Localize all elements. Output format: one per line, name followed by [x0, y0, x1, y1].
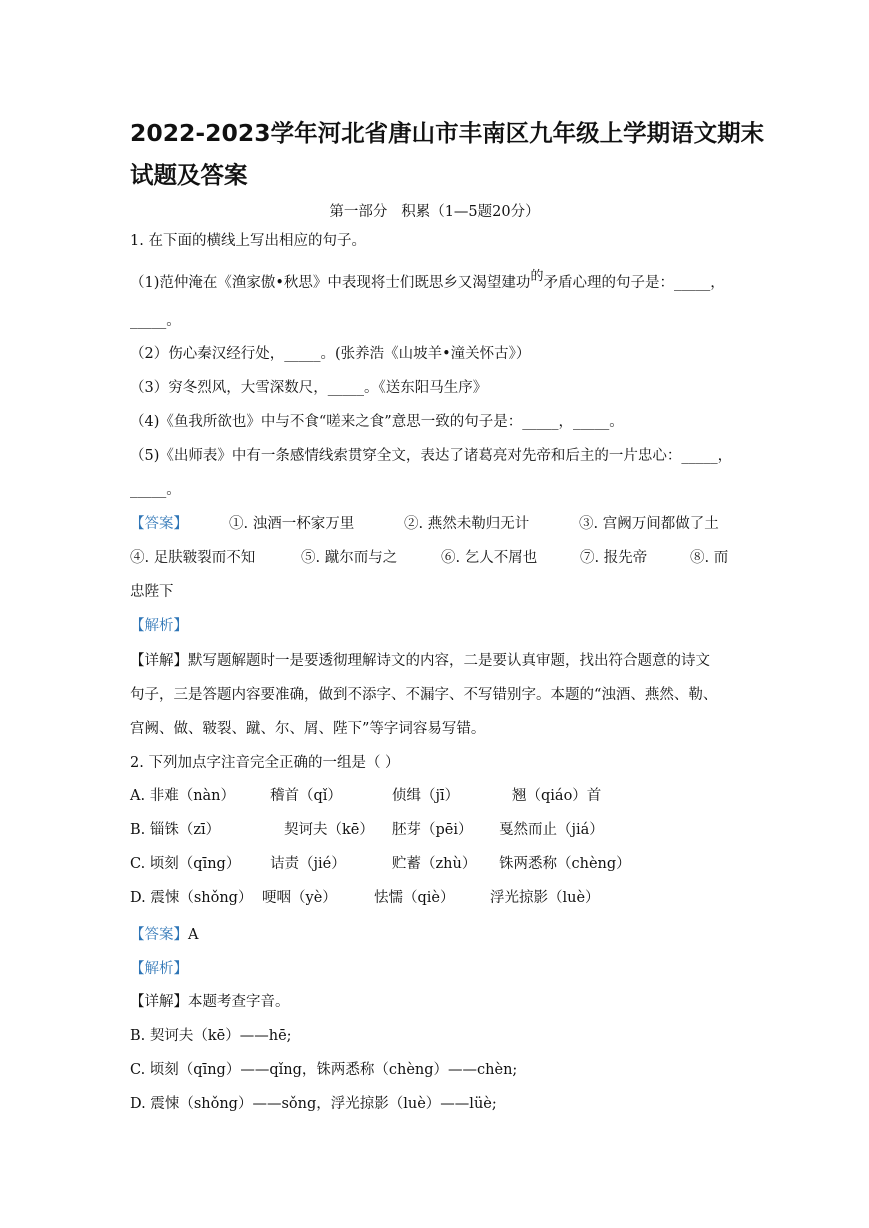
answer-item-7: ⑦. 报先帝 — [580, 550, 648, 566]
option-d-word-4: 浮光掠影（luè） — [490, 890, 600, 906]
question-1-item-1: （1)范仲淹在《渔家傲•秋思》中表现将士们既思乡又渴望建功的矛盾心理的句子是：_____， — [130, 269, 725, 291]
document-title — [130, 112, 765, 196]
analysis-tag-1: 【解析】 — [130, 618, 188, 634]
answer-item-4: ④. 足肤皲裂而不知 — [130, 550, 256, 566]
answer-item-1: ①. 浊酒一杯家万里 — [229, 516, 355, 532]
answer-item-6: ⑥. 乞人不屑也 — [441, 550, 538, 566]
section-header: 第一部分 积累（1—5题20分） — [329, 204, 540, 220]
title-line-1: 2022-2023学年河北省唐山市丰南区九年级上学期语文期末 — [130, 119, 765, 147]
detail-1-line-2: 句子，三是答题内容要准确，做到不添字、不漏字、不写错别字。本题的“浊酒、燕然、勒、 — [130, 687, 718, 703]
answer-item-5: ⑤. 蹴尔而与之 — [301, 550, 398, 566]
answer-tag-2: 【答案】 — [130, 927, 188, 943]
option-a-word-1: A. 非难（nàn） — [130, 788, 236, 804]
option-a-word-4: 翘（qiáo）首 — [512, 788, 602, 804]
detail-2: 【详解】本题考查字音。 — [130, 994, 290, 1010]
option-b-word-1: B. 锱铢（zī） — [130, 822, 221, 838]
option-b-word-2: 契诃夫（kē） — [284, 822, 374, 838]
detail-1-line-3: 宫阙、做、皲裂、蹴、尔、屑、陛下”等字词容易写错。 — [130, 721, 486, 737]
option-c-word-1: C. 顷刻（qīng） — [130, 856, 241, 872]
answer-item-8-continuation: 忠陛下 — [130, 584, 174, 600]
option-a-word-2: 稽首（qǐ） — [270, 788, 342, 804]
question-2-stem: 2. 下列加点字注音完全正确的一组是（ ） — [130, 755, 400, 771]
answer-item-3: ③. 宫阙万间都做了土 — [579, 516, 719, 532]
question-1-item-5: （5)《出师表》中有一条感情线索贯穿全文，表达了诸葛亮对先帝和后主的一片忠心：_____， — [130, 448, 733, 464]
title-line-2: 试题及答案 — [130, 161, 248, 189]
option-d-word-2: 哽咽（yè） — [262, 890, 337, 906]
answer-2 — [130, 925, 198, 945]
answer-item-8: ⑧. 而 — [690, 550, 729, 566]
option-d-word-3: 怯懦（qiè） — [374, 890, 455, 906]
question-1-item-5-continuation: _____。 — [130, 482, 181, 498]
detail-2-line-d: D. 震悚（shǒng）——sǒng，浮光掠影（luè）——lüè; — [130, 1096, 497, 1112]
detail-2-line-c: C. 顷刻（qīng）——qǐng，铢两悉称（chèng）——chèn; — [130, 1062, 518, 1078]
answer-tag: 【答案】 — [130, 516, 188, 532]
detail-2-line-b: B. 契诃夫（kē）——hē; — [130, 1028, 292, 1044]
option-c-word-2: 诘责（jié） — [270, 856, 346, 872]
answer-item-2: ②. 燕然未勒归无计 — [404, 516, 530, 532]
option-b-word-4: 戛然而止（jiá） — [499, 822, 604, 838]
option-d-word-1: D. 震悚（shǒng） — [130, 890, 253, 906]
option-c-word-4: 铢两悉称（chèng） — [499, 856, 631, 872]
option-b-word-3: 胚芽（pēi） — [392, 822, 473, 838]
question-1-item-2: （2）伤心秦汉经行处，_____。(张养浩《山坡羊•潼关怀古》） — [130, 346, 531, 362]
option-c-word-3: 贮蓄（zhù） — [392, 856, 477, 872]
question-1-stem: 1. 在下面的横线上写出相应的句子。 — [130, 233, 366, 249]
answer-2-value: A — [188, 927, 199, 943]
question-1-item-4: （4)《鱼我所欲也》中与不食“嗟来之食”意思一致的句子是：_____，_____。 — [130, 414, 624, 430]
analysis-tag-2: 【解析】 — [130, 961, 188, 977]
detail-1-line-1: 【详解】默写题解题时一是要透彻理解诗文的内容，二是要认真审题，找出符合题意的诗文 — [130, 653, 710, 669]
question-1-item-3: （3）穷冬烈风，大雪深数尺，_____。《送东阳马生序》 — [130, 380, 488, 396]
option-a-word-3: 侦缉（jī） — [392, 788, 460, 804]
question-1-item-1-continuation: _____。 — [130, 313, 181, 329]
